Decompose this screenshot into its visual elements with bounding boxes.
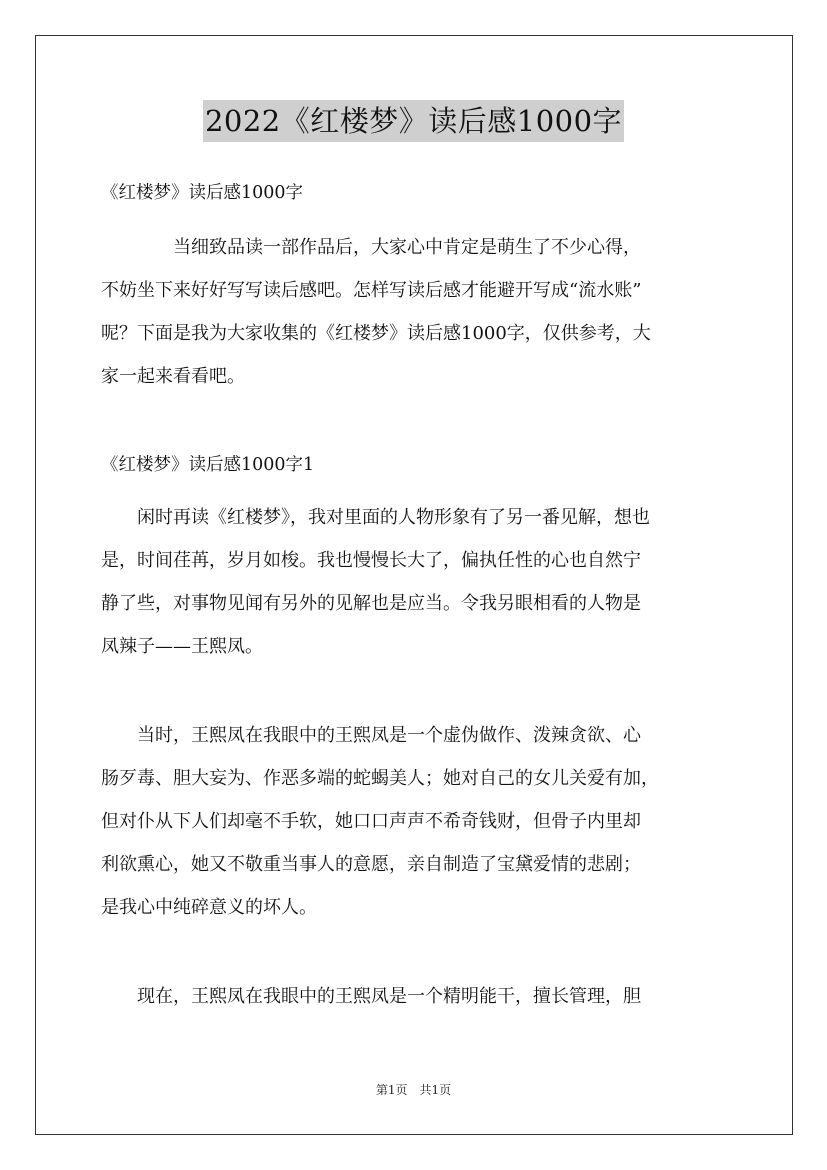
paragraph-2	[101, 714, 731, 929]
paragraph-line: 但对仆从下人们却毫不手软，她口口声声不希奇钱财，但骨子内里却	[101, 811, 641, 832]
paragraph-line: 闲时再读《红楼梦》，我对里面的人物形象有了另一番见解，想也	[101, 507, 650, 528]
paragraph-3	[101, 975, 731, 1018]
paragraph-line: 静了些，对事物见闻有另外的见解也是应当。令我另眼相看的人物是	[101, 593, 641, 614]
paragraph-line: 是，时间荏苒，岁月如梭。我也慢慢长大了，偏执任性的心也自然宁	[101, 550, 641, 571]
document-heading: 《红楼梦》读后感1000字	[101, 183, 304, 203]
paragraph-line: 利欲熏心，她又不敬重当事人的意愿，亲自制造了宝黛爱情的悲剧；	[101, 854, 641, 875]
paragraph-line: 现在，王熙凤在我眼中的王熙凤是一个精明能干，擅长管理，胆	[101, 986, 641, 1007]
intro-line: 不妨坐下来好好写写读后感吧。怎样写读后感才能避开写成“流水账”	[101, 280, 642, 301]
intro-line: 家一起来看看吧。	[101, 366, 245, 387]
page-footer: 第1页 共1页	[375, 1083, 452, 1097]
document-title: 2022《红楼梦》读后感1000字	[203, 100, 624, 142]
paragraph-line: 凤辣子——王熙凤。	[101, 636, 263, 657]
paragraph-line: 当时，王熙凤在我眼中的王熙凤是一个虚伪做作、泼辣贪欲、心	[101, 725, 641, 746]
paragraph-1	[101, 496, 731, 668]
title-container	[0, 100, 827, 142]
intro-line: 当细致品读一部作品后，大家心中肯定是萌生了不少心得，	[101, 237, 641, 258]
paragraph-line: 是我心中纯碎意义的坏人。	[101, 897, 317, 918]
paragraph-line: 肠歹毒、胆大妄为、作恶多端的蛇蝎美人；她对自己的女儿关爱有加，	[101, 768, 659, 789]
intro-line: 呢？下面是我为大家收集的《红楼梦》读后感1000字，仅供参考，大	[101, 323, 651, 344]
intro-paragraph	[101, 226, 731, 398]
section1-heading: 《红楼梦》读后感1000字1	[101, 455, 315, 475]
